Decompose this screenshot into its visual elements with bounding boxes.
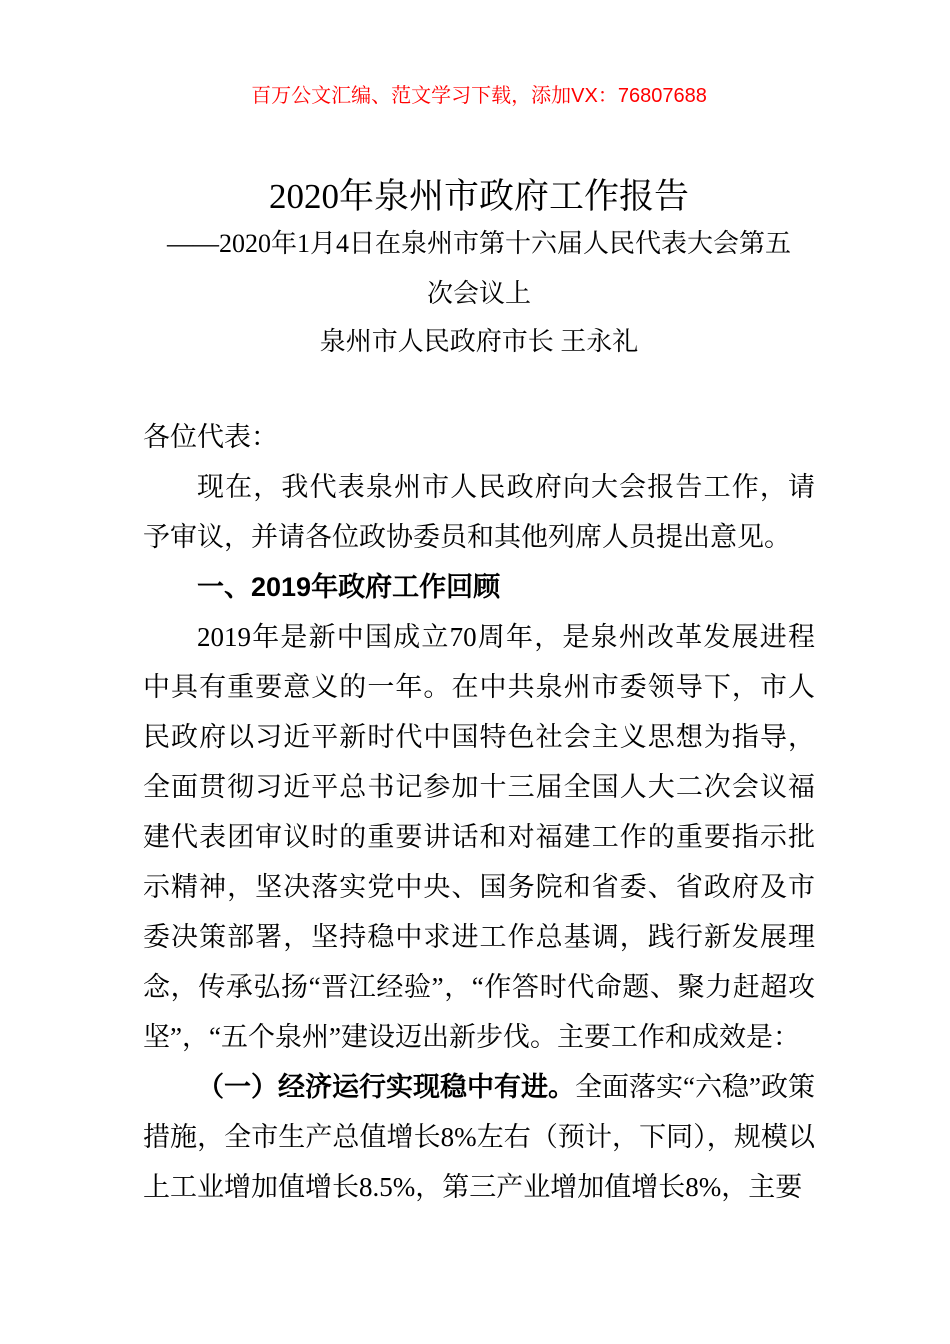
- subtitle-line-2: 次会议上: [426, 279, 531, 308]
- document-body: [143, 412, 815, 1212]
- speaker-line: 泉州市人民政府市长 王永礼: [319, 327, 639, 356]
- section-heading-2019-review: 一、2019年政府工作回顾: [197, 572, 501, 602]
- page-title: 2020年泉州市政府工作报告: [268, 177, 689, 216]
- subtitle-line-1: ——2020年1月4日在泉州市第十六届人民代表大会第五: [166, 229, 791, 258]
- paragraph-economy: [143, 1062, 815, 1212]
- paragraph-economy-rest: 全面落实“六稳”政策措施，全市生产总值增长8%左右（预计，下同），规模以上工业增加值增长8.5%，第三产业增加值增长8%，主要: [143, 1072, 816, 1202]
- paragraph-2019-overview: 2019年是新中国成立70周年，是泉州改革发展进程中具有重要意义的一年。在中共泉州市委领导下，市人民政府以习近平新时代中国特色社会主义思想为指导，全面贯彻习近平总书记参加十三届全国人大二次会议福建代表团审议时的重要讲话和对福建工作的重要指示批示精神，坚决落实党中央、国务院和省委、省政府及市委决策部署，坚持稳中求进工作总基调，践行新发展理念，传承弘扬“晋江经验”，“作答时代命题、聚力赶超攻坚”，“五个泉州”建设迈出新步伐。主要工作和成效是：: [143, 622, 815, 1052]
- paragraph-intro: 现在，我代表泉州市人民政府向大会报告工作，请予审议，并请各位政协委员和其他列席人员提出意见。: [143, 472, 815, 552]
- paragraph-economy-lead: （一）经济运行实现稳中有进。: [197, 1072, 576, 1102]
- promo-notice: 百万公文汇编、范文学习下载，添加VX：76807688: [251, 85, 707, 107]
- document-subtitle: [143, 219, 815, 319]
- salutation: 各位代表：: [143, 422, 278, 452]
